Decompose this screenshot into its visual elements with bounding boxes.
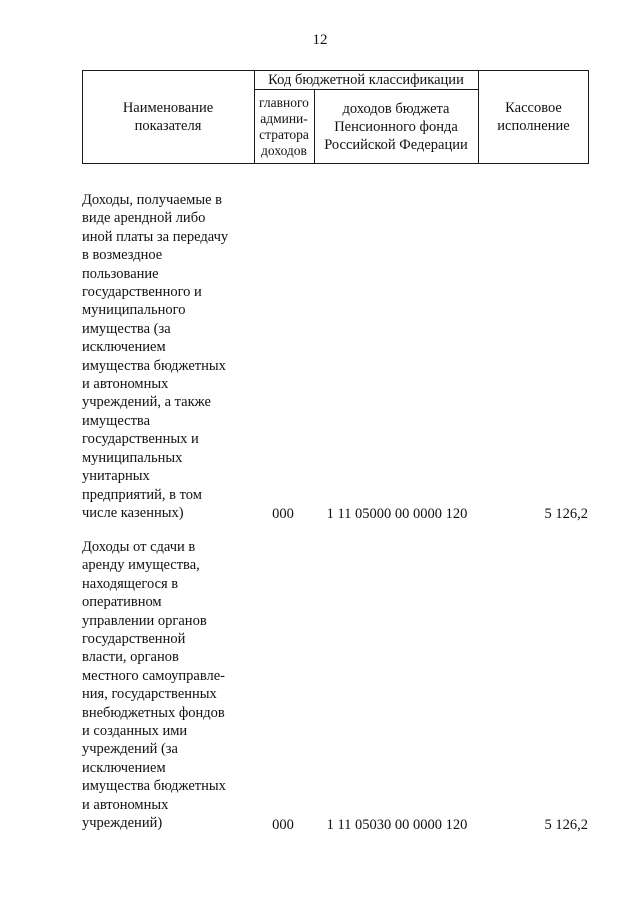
row-income-code: 1 11 05000 00 0000 120 [326, 505, 468, 522]
budget-code-group-header-text: Код бюджетной классификации [268, 71, 464, 88]
row-income-code: 1 11 05030 00 0000 120 [326, 816, 468, 833]
table-row [82, 191, 602, 523]
cash-column-header [478, 70, 589, 164]
name-column-header-text: Наименование показателя [122, 100, 214, 134]
row-name: Доходы от сдачи в аренду имущества, находящегося в оперативном управлении органов государственной власти, органов местного самоуправле- ния, государственных внебюджетных фондов и созданных ими учреждений (за исключением имущества бюджетных и автономных учреждений) [82, 539, 226, 832]
budget-code-group-header [254, 70, 478, 89]
row-amount: 5 126,2 [544, 505, 588, 522]
row-admin-code: 000 [272, 816, 294, 833]
row-amount: 5 126,2 [544, 816, 588, 833]
income-column-header-text: доходов бюджета Пенсионного фонда Российской Федерации [324, 101, 468, 153]
table-header [82, 70, 589, 164]
row-name: Доходы, получаемые в виде арендной либо иной платы за передачу в возмездное пользование государственного и муниципального имущества (за исключением имущества бюджетных и автономных учреждений, а также имущества государственных и муниципальных унитарных предприятий, в том числе казенных) [82, 192, 229, 521]
cash-column-header-text: Кассовое исполнение [497, 100, 570, 134]
page-number: 12 [312, 32, 328, 48]
income-column-header [314, 90, 478, 164]
name-column-header [82, 70, 254, 164]
admin-column-header-text: главного админи- стратора доходов [259, 95, 309, 158]
row-admin-code: 000 [272, 505, 294, 522]
admin-column-header [254, 90, 314, 164]
table-row [82, 538, 602, 834]
